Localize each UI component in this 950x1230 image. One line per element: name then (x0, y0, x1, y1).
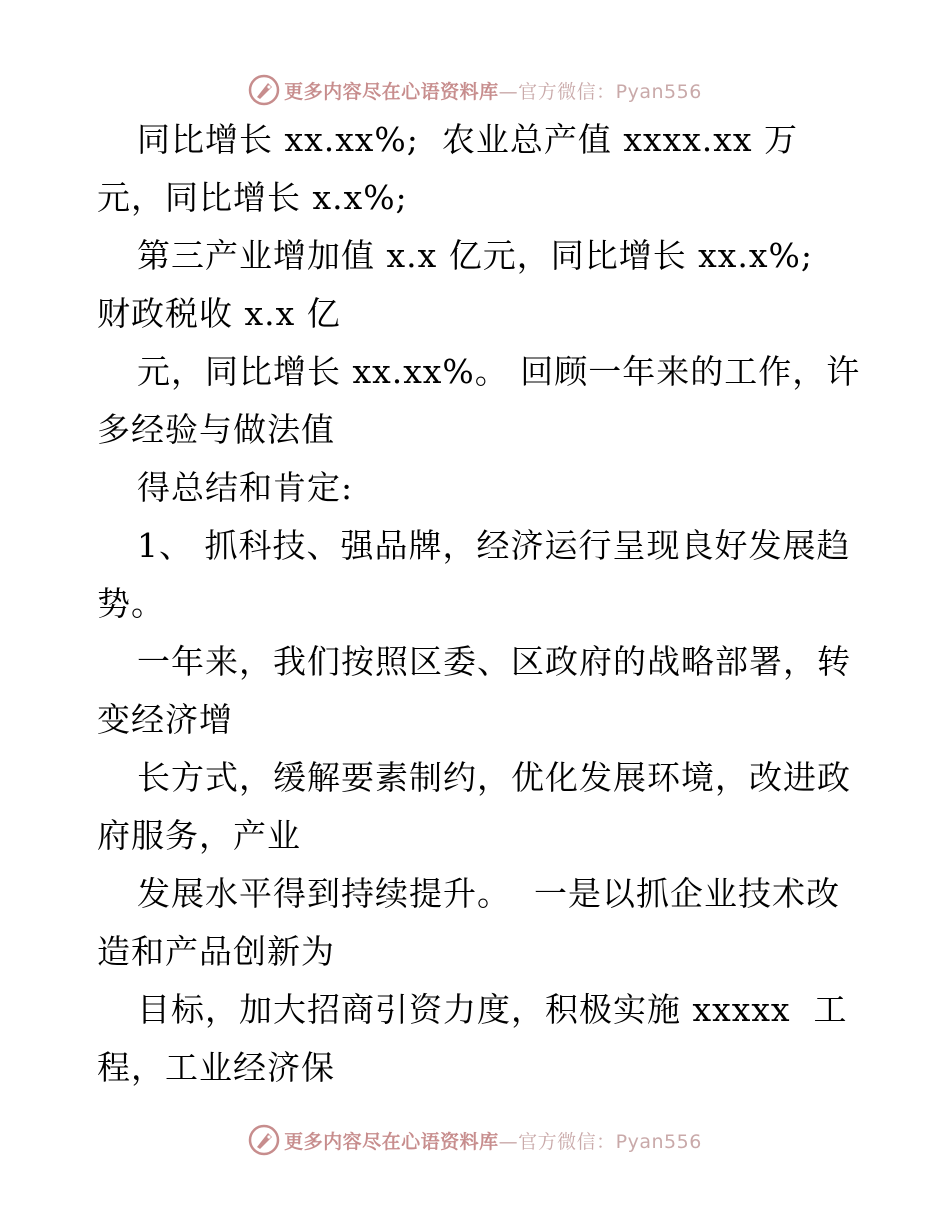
text-line: 变经济增 (97, 700, 233, 739)
text-line: 目标，加大招商引资力度，积极实施 xxxxx 工 (137, 990, 848, 1029)
text-line: 财政税收 x.x 亿 (97, 294, 341, 333)
text-line: 发展水平得到持续提升。 一是以抓企业技术改 (137, 874, 840, 913)
text-line: 长方式，缓解要素制约，优化发展环境，改进政 (137, 758, 851, 797)
text-line: 造和产品创新为 (97, 932, 335, 971)
text-line: 得总结和肯定: (137, 468, 354, 507)
footer-watermark-text (284, 1127, 702, 1154)
pen-nib-icon (248, 1124, 280, 1156)
text-line: 势。 (97, 584, 165, 623)
text-line: 1、 抓科技、强品牌，经济运行呈现良好发展趋 (137, 526, 851, 565)
watermark-separator: — (498, 80, 519, 103)
text-line: 同比增长 xx.xx%; 农业总产值 xxxx.xx 万 (137, 120, 799, 159)
watermark-separator: — (498, 1130, 519, 1153)
watermark-suffix: 官方微信：Pyan556 (518, 80, 702, 103)
watermark-brand: 更多内容尽在心语资料库 (284, 1130, 499, 1153)
text-line: 多经验与做法值 (97, 410, 335, 449)
header-watermark-text (284, 77, 702, 104)
text-line: 程，工业经济保 (97, 1048, 335, 1087)
footer-watermark-banner (0, 1120, 950, 1160)
text-line: 第三产业增加值 x.x 亿元，同比增长 xx.x%; (137, 236, 813, 275)
text-line: 元，同比增长 xx.xx%。 回顾一年来的工作，许 (137, 352, 861, 391)
watermark-suffix: 官方微信：Pyan556 (518, 1130, 702, 1153)
watermark-brand: 更多内容尽在心语资料库 (284, 80, 499, 103)
text-line: 元，同比增长 x.x%; (97, 178, 408, 217)
header-watermark-banner (0, 70, 950, 110)
text-line: 一年来，我们按照区委、区政府的战略部署，转 (137, 642, 851, 681)
text-line: 府服务，产业 (97, 816, 301, 855)
pen-nib-icon (248, 74, 280, 106)
